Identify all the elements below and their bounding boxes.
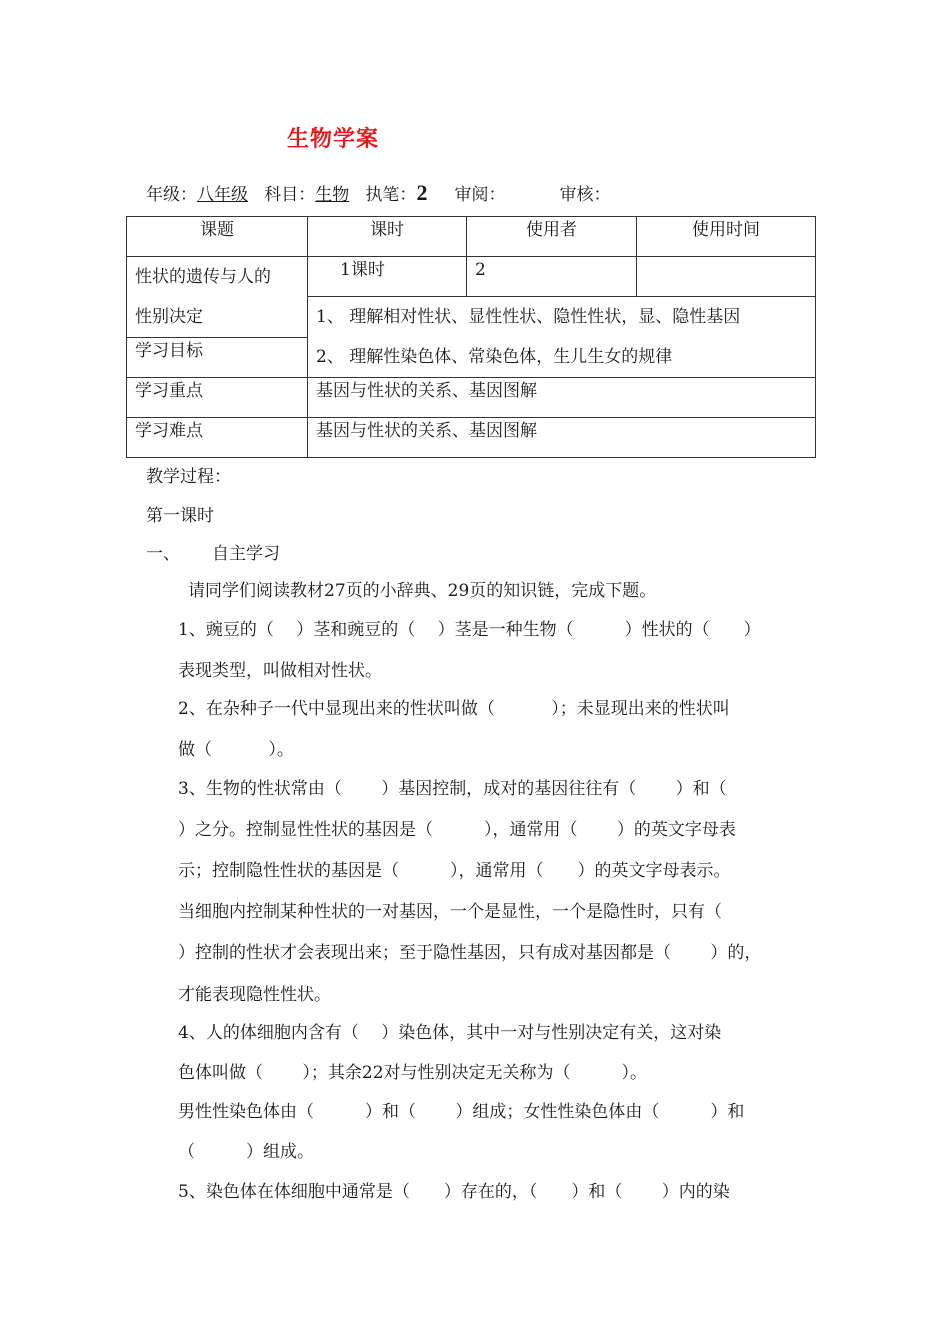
topic-cell: [127, 257, 308, 338]
intro-text: 请同学们阅读教材27页的小辞典、29页的知识链，完成下题。: [188, 581, 657, 601]
subject-label: 科目：: [264, 185, 316, 205]
exercise-line: 5、染色体在体细胞中通常是（ ）存在的，（ ）和（ ）内的染: [178, 1182, 730, 1202]
topic-line-2: 性别决定: [135, 307, 203, 327]
author-value: 2: [416, 180, 428, 205]
difficulty-label: 学习难点: [127, 418, 308, 458]
key-value: 基因与性状的关系、基因图解: [308, 378, 816, 418]
grade-value: 八年级: [197, 185, 248, 205]
document-title: 生物学案: [287, 126, 380, 152]
table-row: [127, 378, 816, 418]
grade-label: 年级：: [146, 185, 197, 205]
section-title: 自主学习: [212, 544, 280, 564]
time-cell: [637, 257, 816, 297]
lesson-heading: 第一课时: [146, 506, 214, 526]
exercise-line: 4、人的体细胞内含有（ ）染色体，其中一对与性别决定有关，这对染: [178, 1023, 722, 1043]
goal-label: 学习目标: [127, 338, 308, 378]
exercise-line: 示；控制隐性性状的基因是（ ），通常用（ ）的英文字母表示。: [178, 861, 731, 881]
author-label: 执笔：: [365, 185, 417, 205]
header-user: 使用者: [467, 217, 637, 257]
table-header-row: [127, 217, 816, 257]
table-row: [127, 257, 816, 297]
exercise-line: 1、豌豆的（ ）茎和豌豆的（ ）茎是一种生物（ ）性状的（ ）: [178, 620, 761, 640]
difficulty-value: 基因与性状的关系、基因图解: [308, 418, 816, 458]
goal-item-2: 2、 理解性染色体、常染色体，生儿生女的规律: [316, 347, 673, 367]
exercise-line: 表现类型，叫做相对性状。: [178, 661, 382, 681]
exercise-line: （ ）组成。: [178, 1142, 314, 1162]
exercise-line: 当细胞内控制某种性状的一对基因，一个是显性，一个是隐性时，只有（: [178, 902, 722, 922]
header-topic: 课题: [127, 217, 308, 257]
process-heading: 教学过程：: [146, 467, 231, 487]
exercise-line: ）之分。控制显性性状的基因是（ ），通常用（ ）的英文字母表: [178, 820, 736, 840]
lesson-info-table: [126, 216, 816, 458]
exercise-line: 色体叫做（ ）；其余22对与性别决定无关称为（ ）。: [178, 1063, 648, 1083]
exercise-line: 才能表现隐性性状。: [178, 985, 331, 1005]
hours-cell: 1课时: [308, 257, 467, 297]
table-row: [127, 418, 816, 458]
header-hours: 课时: [308, 217, 467, 257]
exercise-line: 男性性染色体由（ ）和（ ）组成；女性性染色体由（ ）和: [178, 1102, 745, 1122]
exercise-line: 3、生物的性状常由（ ）基因控制，成对的基因往往有（ ）和（: [178, 779, 727, 799]
goal-cell: [308, 297, 816, 378]
goal-item-1: 1、 理解相对性状、显性性状、隐性性状，显、隐性基因: [316, 307, 741, 327]
exercise-line: ）控制的性状才会表现出来；至于隐性基因，只有成对基因都是（ ）的，: [178, 943, 762, 963]
user-cell: 2: [467, 257, 637, 297]
audit-label: 审核：: [559, 185, 611, 205]
subject-value: 生物: [315, 185, 350, 205]
topic-line-1: 性状的遗传与人的: [135, 267, 271, 287]
review-label: 审阅：: [454, 185, 506, 205]
section-number: 一、: [146, 544, 180, 564]
key-label: 学习重点: [127, 378, 308, 418]
exercise-line: 做（ ）。: [178, 740, 294, 760]
header-time: 使用时间: [637, 217, 816, 257]
exercise-line: 2、在杂种子一代中显现出来的性状叫做（ ）；未显现出来的性状叫: [178, 699, 730, 719]
meta-line: [146, 180, 611, 206]
